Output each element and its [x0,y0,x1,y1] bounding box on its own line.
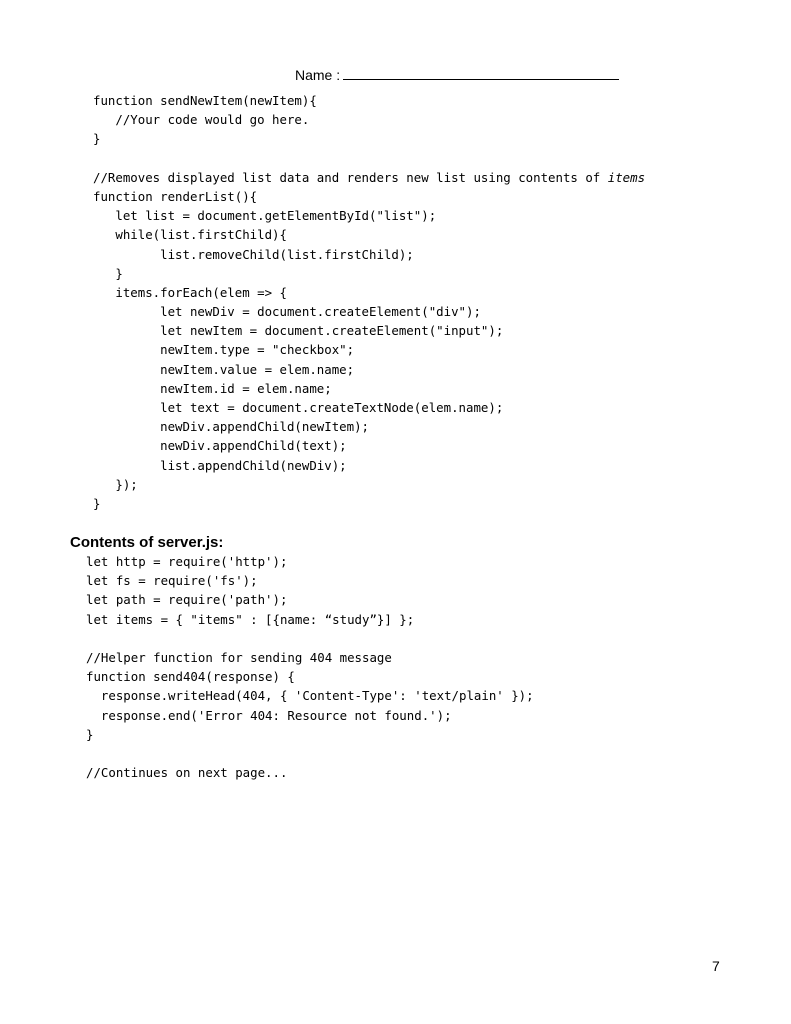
code-line: //Your code would go here. [93,112,310,128]
code-line: list.removeChild(list.firstChild); [93,246,414,262]
name-label: Name : [295,67,341,83]
code-line: let text = document.createTextNode(elem.name); [93,400,504,415]
code-line: newDiv.appendChild(text); [93,438,347,454]
code-line: newItem.type = "checkbox"; [93,342,355,358]
code-line [93,149,645,168]
code-line: let fs = require('fs'); [86,573,258,589]
server-code-block [86,552,534,782]
code-line: } [93,131,101,147]
code-line: items.forEach(elem => { [93,284,287,300]
code-line: let list = document.getElementById("list"); [93,208,437,224]
code-line: newItem.id = elem.name; [93,380,332,396]
code-line-comment [93,168,645,187]
code-line: list.appendChild(newDiv); [93,457,347,473]
code-line: } [93,495,101,511]
code-line: while(list.firstChild){ [93,227,287,243]
code-line: let http = require('http'); [86,554,288,569]
code-line: newItem.value = elem.name; [93,361,355,377]
code-line: function sendNewItem(newItem){ [93,93,317,108]
code-line: let newItem = document.createElement("input"); [93,323,504,339]
code-line: //Continues on next page... [86,765,288,781]
name-field-line [295,66,619,83]
code-line: response.writeHead(404, { 'Content-Type': 'text/plain' }); [86,688,534,704]
code-line: let newDiv = document.createElement("div"); [93,304,481,320]
name-blank-underline [343,66,619,80]
code-line: response.end('Error 404: Resource not found.'); [86,707,452,723]
code-line: } [93,265,123,281]
code-line: let items = { "items" : [{name: “study”}] }; [86,611,415,627]
code-line: }); [93,476,138,492]
code-line: newDiv.appendChild(newItem); [93,419,370,435]
code-line: let path = require('path'); [86,592,288,608]
code-line: function send404(response) { [86,669,295,685]
code-line: //Helper function for sending 404 message [86,649,392,665]
page-number: 7 [712,958,720,974]
client-code-block [93,91,645,513]
code-line [86,744,534,763]
code-line [86,629,534,648]
server-js-heading: Contents of server.js: [70,534,224,551]
comment-emphasis: items [607,169,646,185]
code-line: function renderList(){ [93,188,258,204]
code-line: } [86,726,94,742]
comment-text: //Removes displayed list data and renders new list using contents of [93,169,608,185]
